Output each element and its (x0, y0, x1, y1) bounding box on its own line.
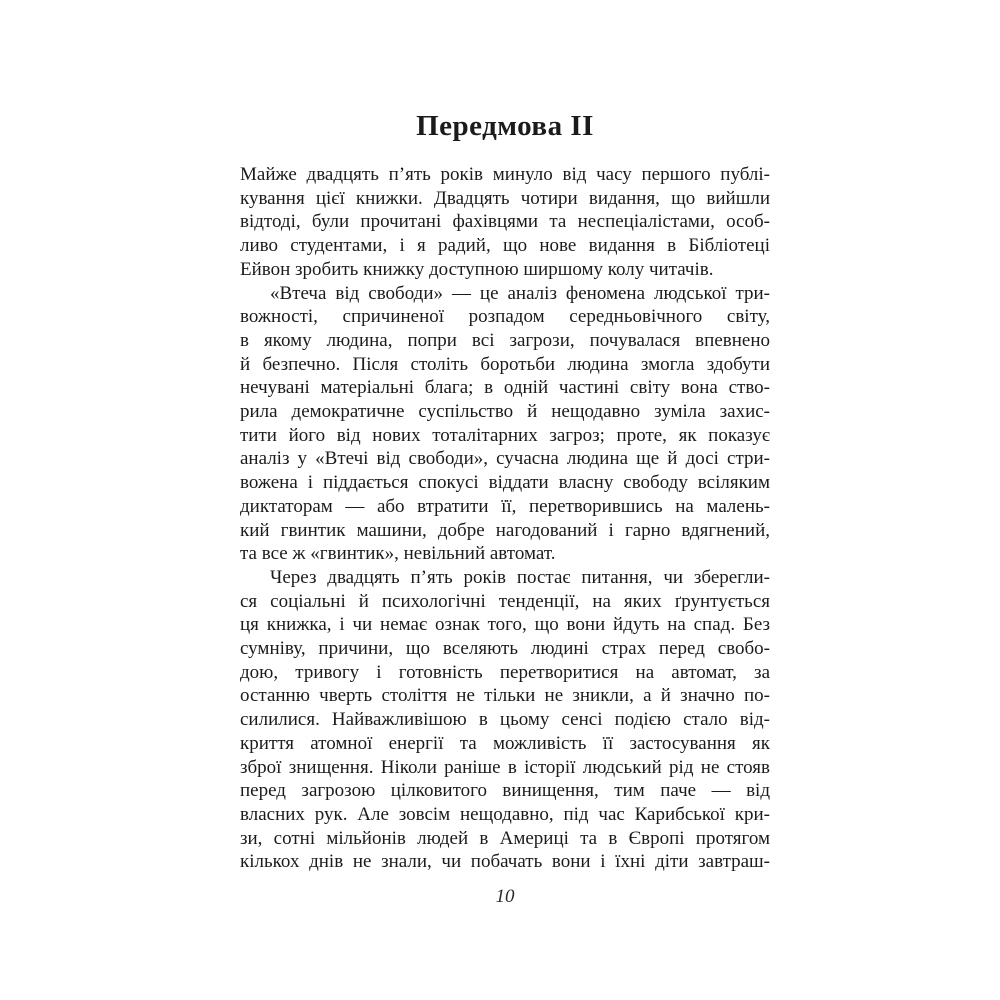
text-line: рила демократичне суспільство й нещодавно зуміла захис- (240, 401, 770, 423)
text-line: ливо студентами, і я радий, що нове видання в Бібліотеці (240, 235, 770, 257)
text-line: зброї знищення. Ніколи раніше в історії людський рід не стояв (240, 756, 770, 778)
text-line: та все ж «гвинтик», невільний автомат. (240, 543, 556, 565)
text-line: вожена і піддається спокусі віддати власну свободу всіляким (240, 472, 770, 494)
text-line: Майже двадцять п’ять років минуло від часу першого публі- (240, 164, 770, 185)
text-line: й безпечно. Після століть боротьби людина змогла здобути (240, 353, 770, 375)
paragraph (240, 163, 770, 282)
text-line: власних рук. Але зовсім нещодавно, під час Карибської кри- (240, 803, 770, 825)
paragraph (240, 282, 770, 566)
page-number: 10 (495, 886, 515, 907)
text-line: в якому людина, попри всі загрози, почувалася впевнено (240, 329, 770, 351)
text-line: Через двадцять п’ять років постає питання, чи зберегли- (270, 566, 770, 588)
text-line: відтоді, були прочитані фахівцями та неспеціалістами, особ- (240, 211, 770, 233)
text-line: зи, сотні мільйонів людей в Америці та в Європі протягом (240, 827, 770, 849)
text-line: кількох днів не знали, чи побачать вони і їхні діти завтраш- (240, 851, 770, 873)
text-line: вожності, спричиненої розпадом середньовічного світу, (240, 306, 770, 328)
text-line: силилися. Найважливішою в цьому сенсі подією стало від- (240, 709, 770, 731)
text-block (240, 108, 770, 874)
paragraph (240, 566, 770, 874)
text-line: тити його від нових тоталітарних загроз; проте, як показує (240, 424, 770, 446)
text-line: Ейвон зробить книжку доступною ширшому колу читачів. (240, 258, 714, 280)
text-line: аналіз у «Втечі від свободи», сучасна людина ще й досі стри- (240, 448, 770, 470)
text-line: дою, тривогу і готовність перетворитися на автомат, за (240, 661, 770, 683)
text-line: криття атомної енергії та можливість її застосування як (240, 732, 770, 754)
text-line: сумніву, причини, що вселяють людині страх перед свобо- (240, 638, 770, 660)
text-line: диктаторам — або втратити її, перетворившись на малень- (240, 495, 770, 517)
text-line: останню чверть століття не тільки не зникли, а й значно по- (240, 685, 770, 707)
text-line: ся соціальні й психологічні тенденції, на яких ґрунтується (240, 590, 770, 612)
text-line: нечувані матеріальні блага; в одній частині світу вона ство- (240, 377, 770, 399)
text-line: ця книжка, і чи немає ознак того, що вони йдуть на спад. Без (240, 614, 770, 636)
text-line: кування цієї книжки. Двадцять чотири видання, що вийшли (240, 187, 770, 209)
text-line: перед загрозою цілковитого винищення, тим паче — від (240, 780, 770, 802)
body-text (240, 163, 770, 874)
text-line: кий гвинтик машини, добре нагодований і гарно вдягнений, (240, 519, 770, 541)
chapter-title: Передмова II (416, 110, 594, 142)
text-line: «Втеча від свободи» — це аналіз феномена людської три- (270, 282, 770, 304)
